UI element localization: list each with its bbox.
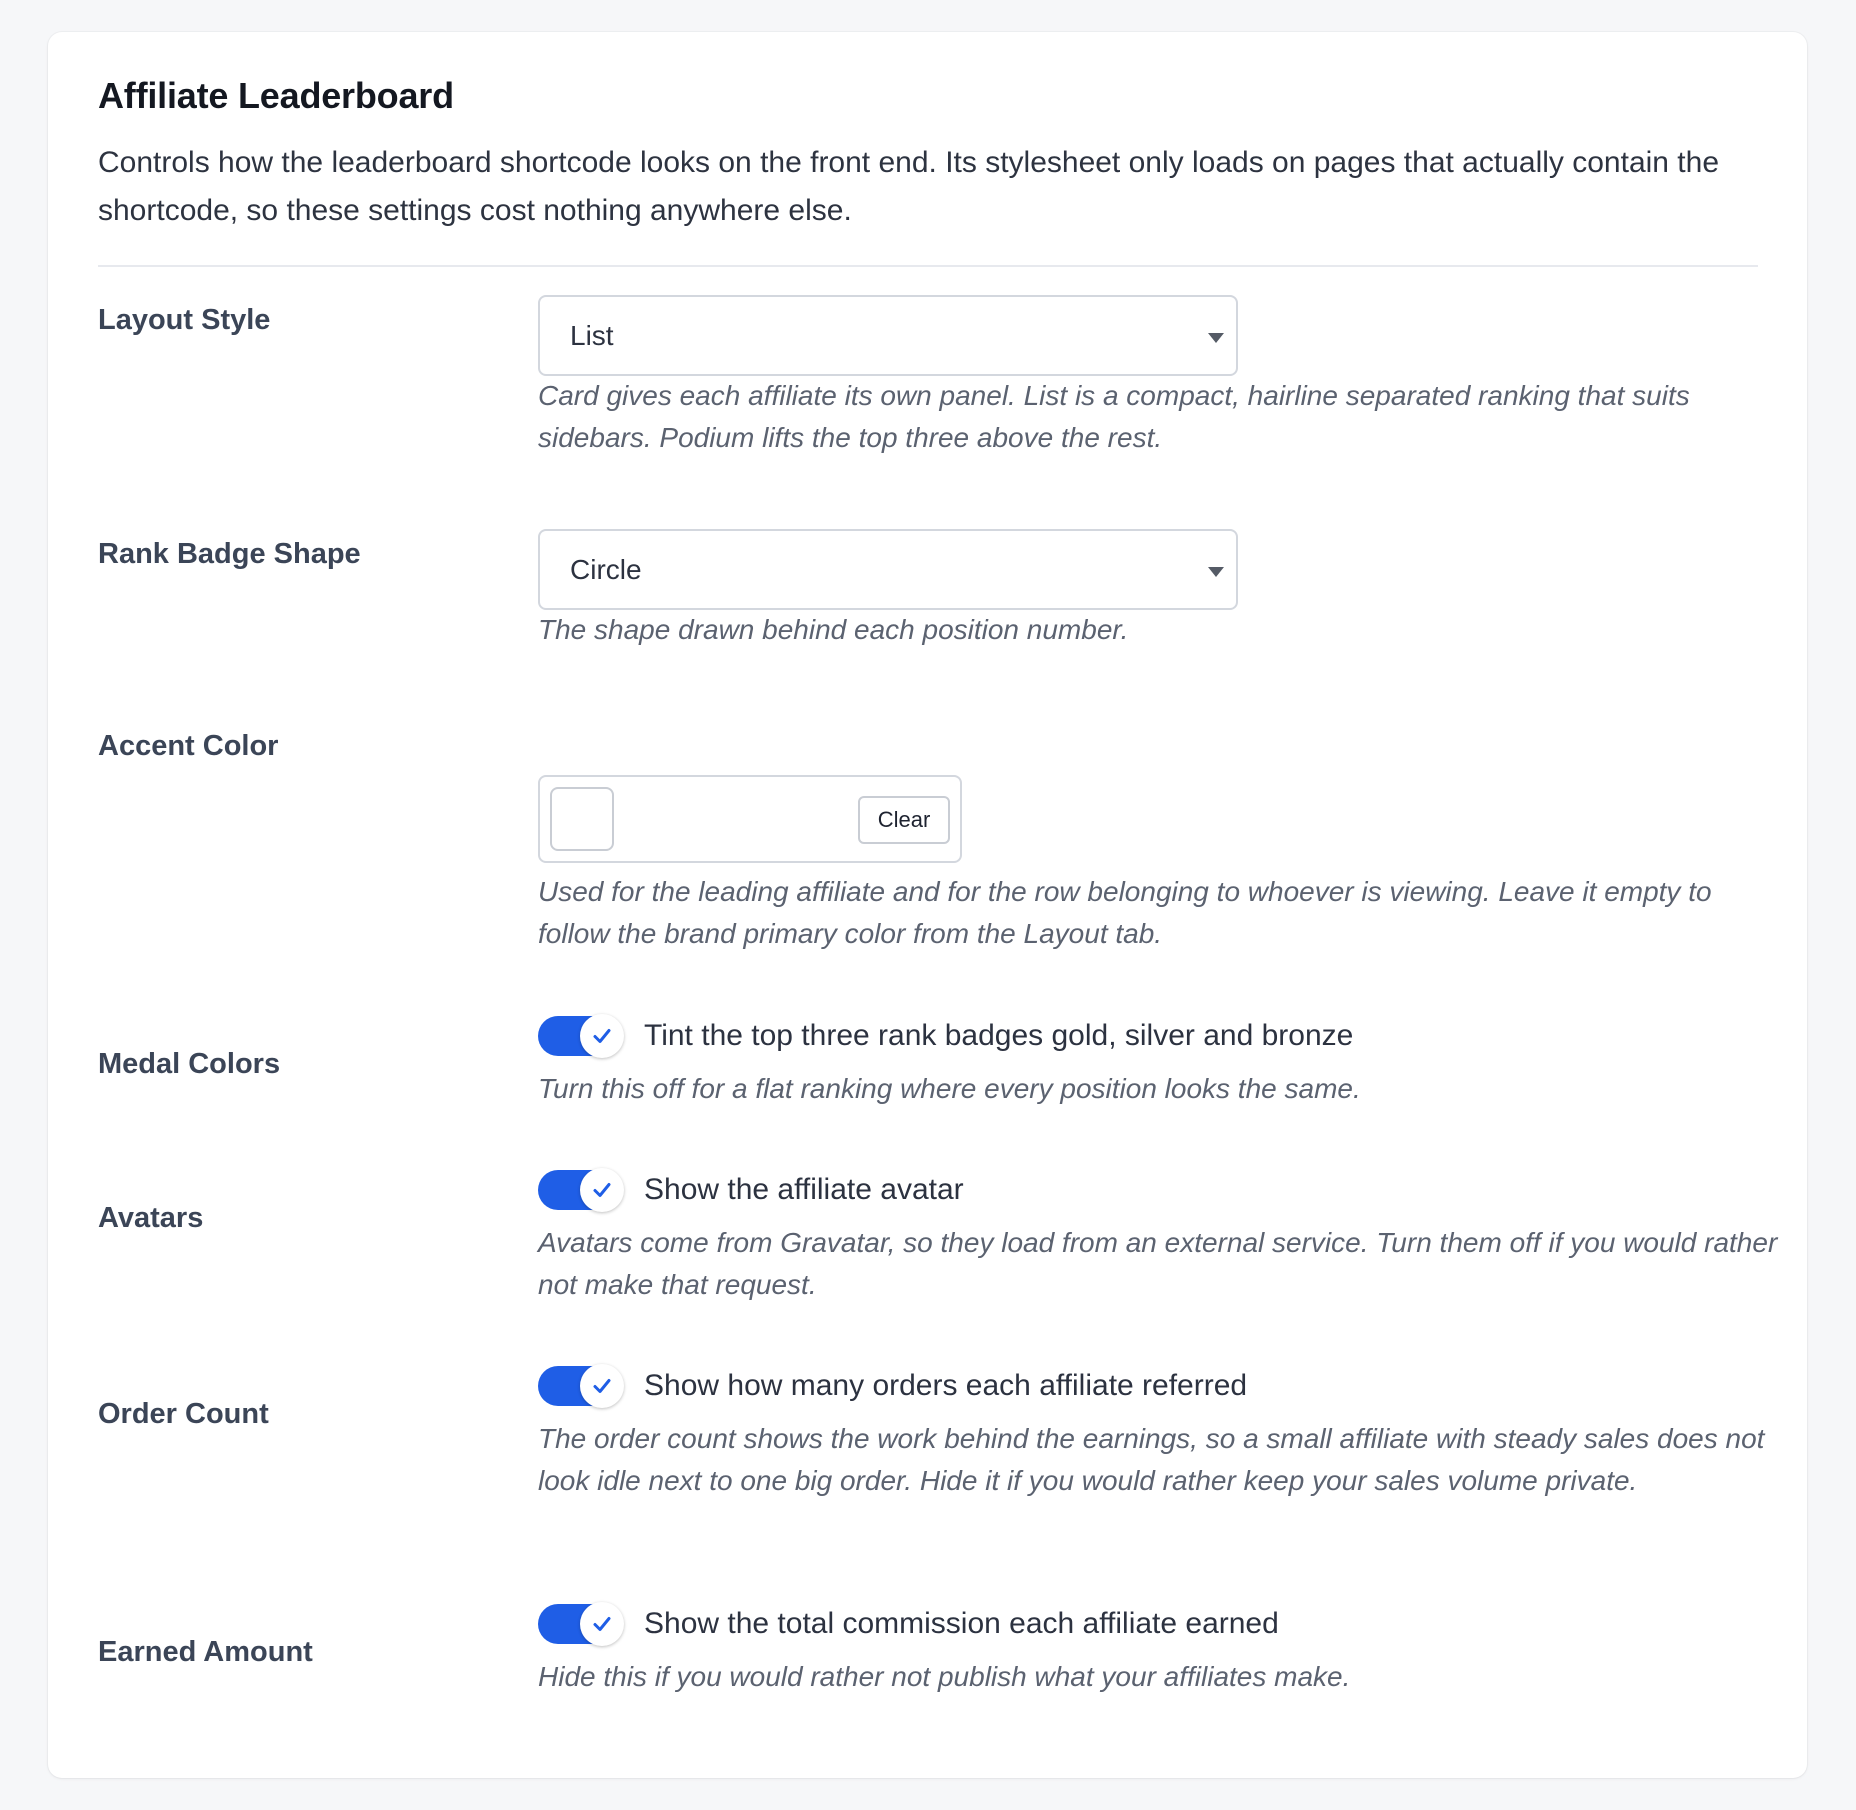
earned-amount-toggle[interactable]	[538, 1604, 622, 1644]
order-count-toggle-label: Show how many orders each affiliate referred	[644, 1369, 1248, 1402]
rank-badge-shape-help: The shape drawn behind each position number.	[538, 614, 1129, 645]
color-swatch[interactable]	[550, 787, 614, 851]
order-count-toggle-row	[538, 1366, 1247, 1406]
rank-badge-shape-value: Circle	[570, 553, 642, 585]
avatars-toggle-label: Show the affiliate avatar	[644, 1173, 964, 1206]
layout-style-select[interactable]	[538, 295, 1238, 376]
card-description: Controls how the leaderboard shortcode looks on the front end. Its stylesheet only loads on pages that actually contain the shortcode, so these settings cost nothing anywhere else.	[98, 146, 1720, 227]
check-icon	[580, 1014, 624, 1058]
layout-style-field	[538, 295, 1238, 376]
rank-badge-shape-select[interactable]	[538, 529, 1238, 610]
accent-color-help: Used for the leading affiliate and for the row belonging to whoever is viewing. Leave it empty to follow the brand primary color from the Layout tab.	[538, 876, 1712, 949]
check-icon	[580, 1168, 624, 1212]
clear-color-button[interactable]: Clear	[858, 796, 950, 844]
rank-badge-shape-field	[538, 529, 1238, 610]
check-icon	[580, 1602, 624, 1646]
avatars-label: Avatars	[98, 1202, 204, 1234]
rank-badge-shape-label: Rank Badge Shape	[98, 538, 361, 570]
settings-card	[48, 32, 1807, 1778]
earned-amount-label: Earned Amount	[98, 1636, 313, 1668]
accent-color-label: Accent Color	[98, 730, 279, 762]
order-count-toggle[interactable]	[538, 1366, 622, 1406]
divider	[98, 265, 1758, 267]
layout-style-label: Layout Style	[98, 304, 271, 336]
order-count-label: Order Count	[98, 1398, 269, 1430]
earned-amount-help: Hide this if you would rather not publish what your affiliates make.	[538, 1661, 1351, 1692]
medal-colors-toggle-label: Tint the top three rank badges gold, silver and bronze	[644, 1019, 1354, 1052]
layout-style-help: Card gives each affiliate its own panel. List is a compact, hairline separated ranking that suits sidebars. Podium lifts the top three above the rest.	[538, 380, 1690, 453]
avatars-help: Avatars come from Gravatar, so they load from an external service. Turn them off if you would rather not make that request.	[538, 1227, 1778, 1300]
chevron-down-icon	[1208, 567, 1224, 577]
accent-color-field	[538, 775, 962, 863]
check-icon	[580, 1364, 624, 1408]
layout-style-value: List	[570, 319, 614, 351]
earned-amount-toggle-label: Show the total commission each affiliate earned	[644, 1607, 1279, 1640]
card-title: Affiliate Leaderboard	[98, 75, 454, 116]
chevron-down-icon	[1208, 333, 1224, 343]
medal-colors-toggle-row	[538, 1016, 1353, 1056]
order-count-help: The order count shows the work behind the earnings, so a small affiliate with steady sales does not look idle next to one big order. Hide it if you would rather keep your sales volume private.	[538, 1423, 1765, 1496]
avatars-toggle[interactable]	[538, 1170, 622, 1210]
earned-amount-toggle-row	[538, 1604, 1279, 1644]
medal-colors-help: Turn this off for a flat ranking where every position looks the same.	[538, 1073, 1361, 1104]
medal-colors-label: Medal Colors	[98, 1048, 281, 1080]
avatars-toggle-row	[538, 1170, 964, 1210]
medal-colors-toggle[interactable]	[538, 1016, 622, 1056]
color-picker	[538, 775, 962, 863]
